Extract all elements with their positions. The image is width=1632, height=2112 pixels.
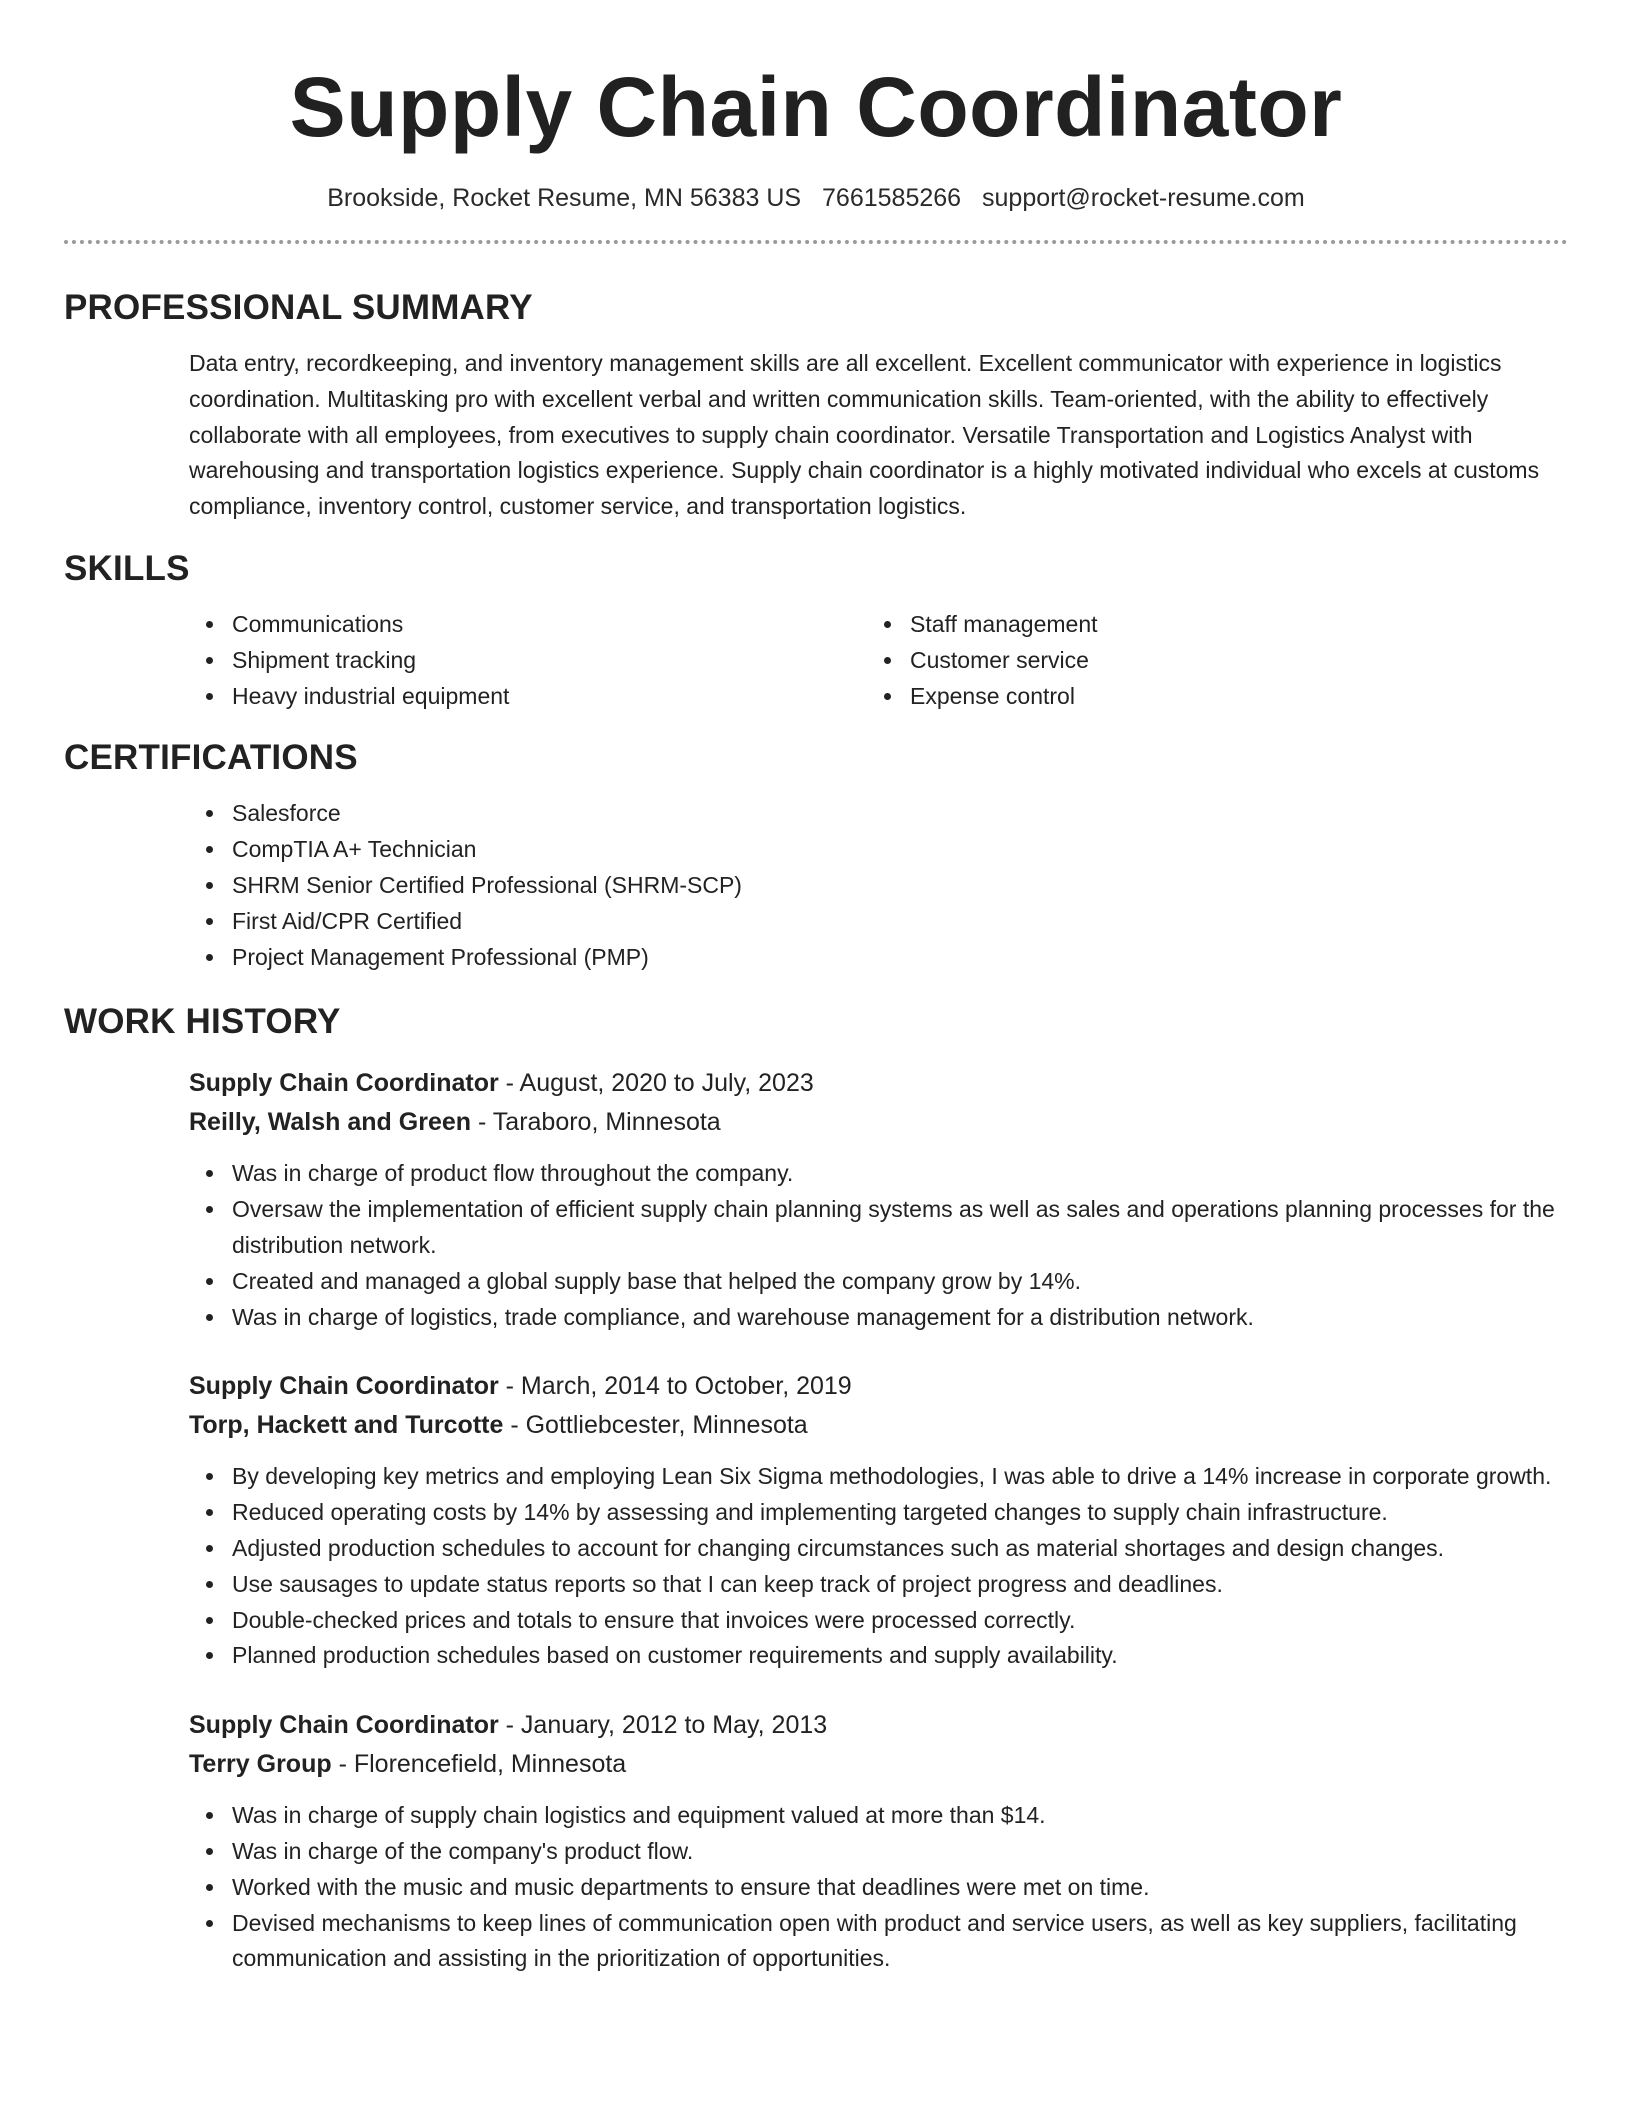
skill-item: Customer service — [867, 643, 1545, 679]
certification-item: Project Management Professional (PMP) — [189, 940, 1568, 976]
resume-page — [64, 0, 1568, 1977]
job-title-line — [189, 1367, 1568, 1406]
job-entry — [189, 1367, 1568, 1674]
skill-item: Staff management — [867, 607, 1545, 643]
job-company-line — [189, 1745, 1568, 1784]
job-bullet: Was in charge of product flow throughout the company. — [189, 1156, 1568, 1192]
job-dates: - August, 2020 to July, 2023 — [498, 1069, 814, 1098]
job-bullet: By developing key metrics and employing Lean Six Sigma methodologies, I was able to drive a 14% increase in corporate growth. — [189, 1459, 1568, 1495]
job-bullet: Planned production schedules based on customer requirements and supply availability. — [189, 1638, 1568, 1674]
summary-text: Data entry, recordkeeping, and inventory management skills are all excellent. Excellent communicator with experience in logistics coordination. Multitasking pro with excellent verbal and written communication skills. Team-oriented, with the ability to effectively collaborate with all employees, from executives to supply chain coordinator. Versatile Transportation and Logistics Analyst with warehousing and transportation logistics experience. Supply chain coordinator is a highly motivated individual who excels at customs compliance, inventory control, customer service, and transportation logistics. — [189, 350, 1540, 520]
summary-heading: PROFESSIONAL SUMMARY — [64, 288, 533, 327]
contact-address: Brookside, Rocket Resume, MN 56383 US — [327, 184, 802, 212]
job-bullet: Worked with the music and music departments to ensure that deadlines were met on time. — [189, 1870, 1568, 1906]
job-bullet: Adjusted production schedules to account for changing circumstances such as material shortages and design changes. — [189, 1531, 1568, 1567]
contact-line — [64, 182, 1568, 214]
candidate-name: Supply Chain Coordinator — [289, 60, 1343, 154]
contact-phone: 7661585266 — [822, 184, 962, 212]
job-bullet: Double-checked prices and totals to ensure that invoices were processed correctly. — [189, 1603, 1568, 1639]
job-bullet: Oversaw the implementation of efficient supply chain planning systems as well as sales and operations planning processes for the distribution network. — [189, 1192, 1568, 1264]
skills-heading: SKILLS — [64, 548, 190, 588]
certifications-heading: CERTIFICATIONS — [64, 738, 358, 778]
work-history-heading: WORK HISTORY — [64, 1002, 341, 1042]
job-title-line — [189, 1064, 1568, 1103]
job-company: Reilly, Walsh and Green — [189, 1108, 472, 1137]
header-divider — [64, 240, 1568, 244]
job-role: Supply Chain Coordinator — [189, 1069, 499, 1098]
skill-item: Communications — [189, 607, 867, 643]
skills-list-left — [189, 607, 867, 714]
job-bullet: Devised mechanisms to keep lines of communication open with product and service users, as well as key suppliers, facilitating communication and assisting in the prioritization of opportunities. — [189, 1906, 1568, 1978]
job-entry — [189, 1064, 1568, 1335]
job-role: Supply Chain Coordinator — [189, 1372, 499, 1401]
job-entry — [189, 1706, 1568, 1977]
job-bullet: Was in charge of supply chain logistics and equipment valued at more than $14. — [189, 1798, 1568, 1834]
certification-item: First Aid/CPR Certified — [189, 904, 1568, 940]
job-location: - Florencefield, Minnesota — [331, 1750, 627, 1779]
skills-list-right — [867, 607, 1545, 714]
job-company: Terry Group — [189, 1750, 332, 1779]
job-company-line — [189, 1406, 1568, 1445]
certification-item: SHRM Senior Certified Professional (SHRM-SCP) — [189, 868, 1568, 904]
job-bullets — [189, 1798, 1568, 1977]
skill-item: Shipment tracking — [189, 643, 867, 679]
job-bullets — [189, 1156, 1568, 1335]
job-bullet: Use sausages to update status reports so that I can keep track of project progress and deadlines. — [189, 1567, 1568, 1603]
job-bullet: Was in charge of logistics, trade compliance, and warehouse management for a distribution network. — [189, 1300, 1568, 1336]
certification-item: CompTIA A+ Technician — [189, 832, 1568, 868]
skill-item: Expense control — [867, 679, 1545, 715]
job-title-line — [189, 1706, 1568, 1745]
job-location: - Gottliebcester, Minnesota — [503, 1411, 808, 1440]
certifications-list — [189, 796, 1568, 975]
job-bullet: Reduced operating costs by 14% by assessing and implementing targeted changes to supply chain infrastructure. — [189, 1495, 1568, 1531]
job-role: Supply Chain Coordinator — [189, 1711, 499, 1740]
skills-grid — [189, 607, 1568, 714]
job-bullet: Created and managed a global supply base that helped the company grow by 14%. — [189, 1264, 1568, 1300]
job-dates: - March, 2014 to October, 2019 — [498, 1372, 852, 1401]
job-bullet: Was in charge of the company's product flow. — [189, 1834, 1568, 1870]
skill-item: Heavy industrial equipment — [189, 679, 867, 715]
job-company-line — [189, 1103, 1568, 1142]
contact-email[interactable]: support@rocket-resume.com — [982, 184, 1305, 212]
certification-item: Salesforce — [189, 796, 1568, 832]
job-dates: - January, 2012 to May, 2013 — [498, 1711, 828, 1740]
job-bullets — [189, 1459, 1568, 1674]
job-location: - Taraboro, Minnesota — [471, 1108, 721, 1137]
job-company: Torp, Hackett and Turcotte — [189, 1411, 504, 1440]
